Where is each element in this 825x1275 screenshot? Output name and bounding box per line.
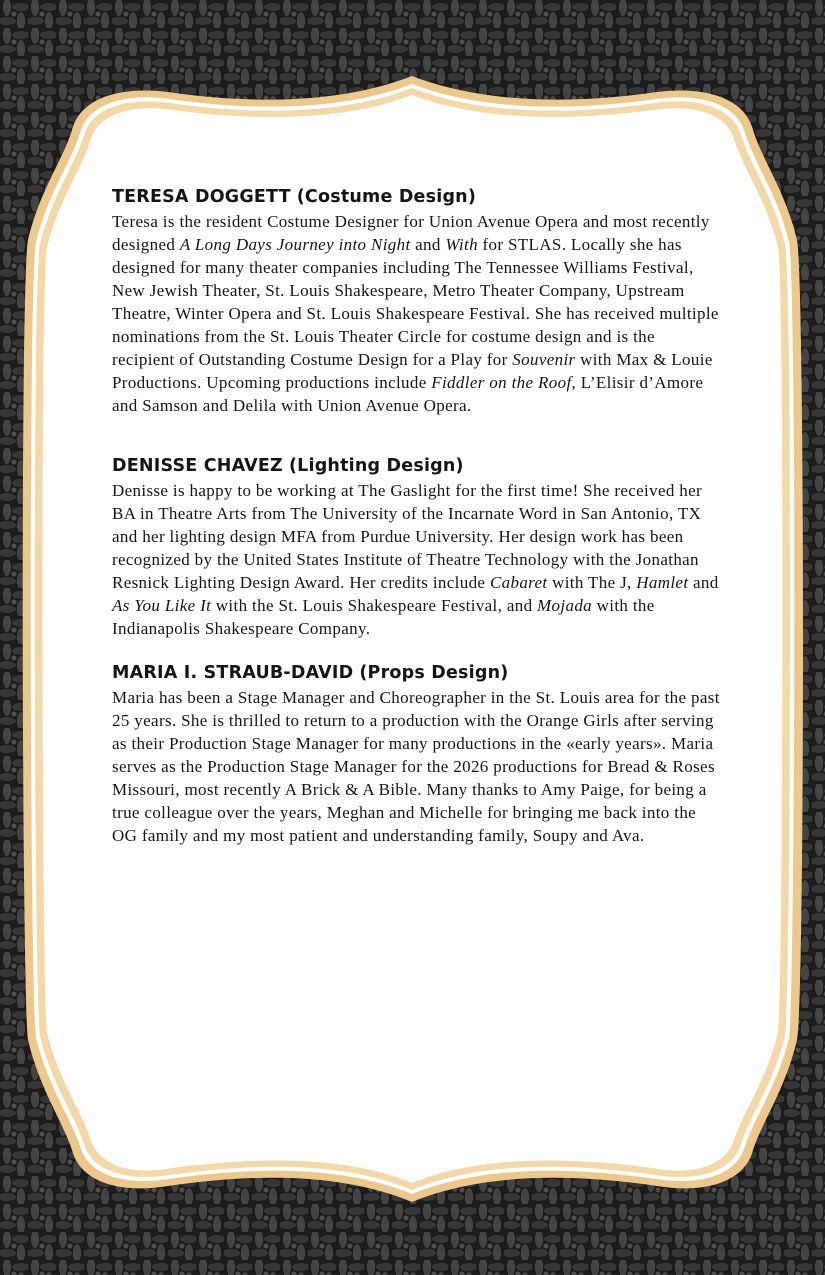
bio-text-segment: Teresa is the resident Costume Designer for Union Avenue Opera and most recently designed xyxy=(112,212,710,254)
bio-text-segment: , L’Elisir d’Amore and Samson and Delila with Union Avenue Opera. xyxy=(112,373,704,415)
bio-maria-straub-david xyxy=(112,660,722,847)
bio-text-segment: for STLAS. Locally she has designed for many theater companies including The Tennessee Williams Festival, New Jewish Theater, St. Louis Shakespeare, Metro Theater Company, Upstream Theatre, Winter Opera and St. Louis Shakespeare Festival. She has received multiple nominations from the St. Louis Theater Circle for costume design and is the recipient of Outstanding Costume Design for a Play for xyxy=(112,235,719,369)
bio-heading xyxy=(112,660,722,686)
bio-title-italic: Hamlet xyxy=(636,573,689,592)
bio-text-segment: with the St. Louis Shakespeare Festival, and xyxy=(211,596,538,615)
bio-text xyxy=(112,686,722,847)
bio-text-segment: and xyxy=(410,235,446,254)
bio-text xyxy=(112,479,722,640)
bio-title-italic: Fiddler on the Roof xyxy=(431,373,572,392)
bio-name: MARIA I. STRAUB-DAVID xyxy=(112,663,354,683)
bio-text xyxy=(112,210,722,417)
bio-title-italic: Souvenir xyxy=(512,350,576,369)
bio-text-segment: and xyxy=(688,573,719,592)
bio-title-italic: As You Like It xyxy=(112,596,212,615)
bio-title-italic: A Long Days Journey into Night xyxy=(179,235,411,254)
bio-name: TERESA DOGGETT xyxy=(112,187,291,207)
bio-name: DENISSE CHAVEZ xyxy=(112,456,283,476)
bio-title-italic: Mojada xyxy=(537,596,593,615)
bio-text-segment: with the Indianapolis Shakespeare Company. xyxy=(112,596,655,638)
bio-title-italic: Cabaret xyxy=(489,573,548,592)
bio-role: (Lighting Design) xyxy=(288,456,464,476)
bio-text-segment: with Max & Louie Productions. Upcoming productions include xyxy=(112,350,713,392)
bios-content xyxy=(112,184,722,869)
bio-heading xyxy=(112,453,722,479)
bio-title-italic: With xyxy=(445,235,478,254)
bio-role: (Costume Design) xyxy=(296,187,477,207)
bio-denisse-chavez xyxy=(112,453,722,640)
bio-text-segment: Denisse is happy to be working at The Gaslight for the first time! She received her BA in Theatre Arts from The University of the Incarnate Word in San Antonio, TX and her lighting design MFA from Purdue University. Her design work has been recognized by the United States Institute of Theatre Technology with the Jonathan Resnick Lighting Design Award. Her credits include xyxy=(112,481,703,592)
bio-text-segment: with The J, xyxy=(547,573,637,592)
bio-role: (Props Design) xyxy=(359,663,509,683)
bio-teresa-doggett xyxy=(112,184,722,417)
bio-heading xyxy=(112,184,722,210)
bio-text-segment: Maria has been a Stage Manager and Choreographer in the St. Louis area for the past 25 years. She is thrilled to return to a production with the Orange Girls after serving as their Production Stage Manager for many productions in the «early years». Maria serves as the Production Stage Manager for the 2026 productions for Bread & Roses Missouri, most recently A Brick & A Bible. Many thanks to Amy Paige, for being a true colleague over the years, Meghan and Michelle for bringing me back into the OG family and my most patient and understanding family, Soupy and Ava. xyxy=(112,688,720,845)
